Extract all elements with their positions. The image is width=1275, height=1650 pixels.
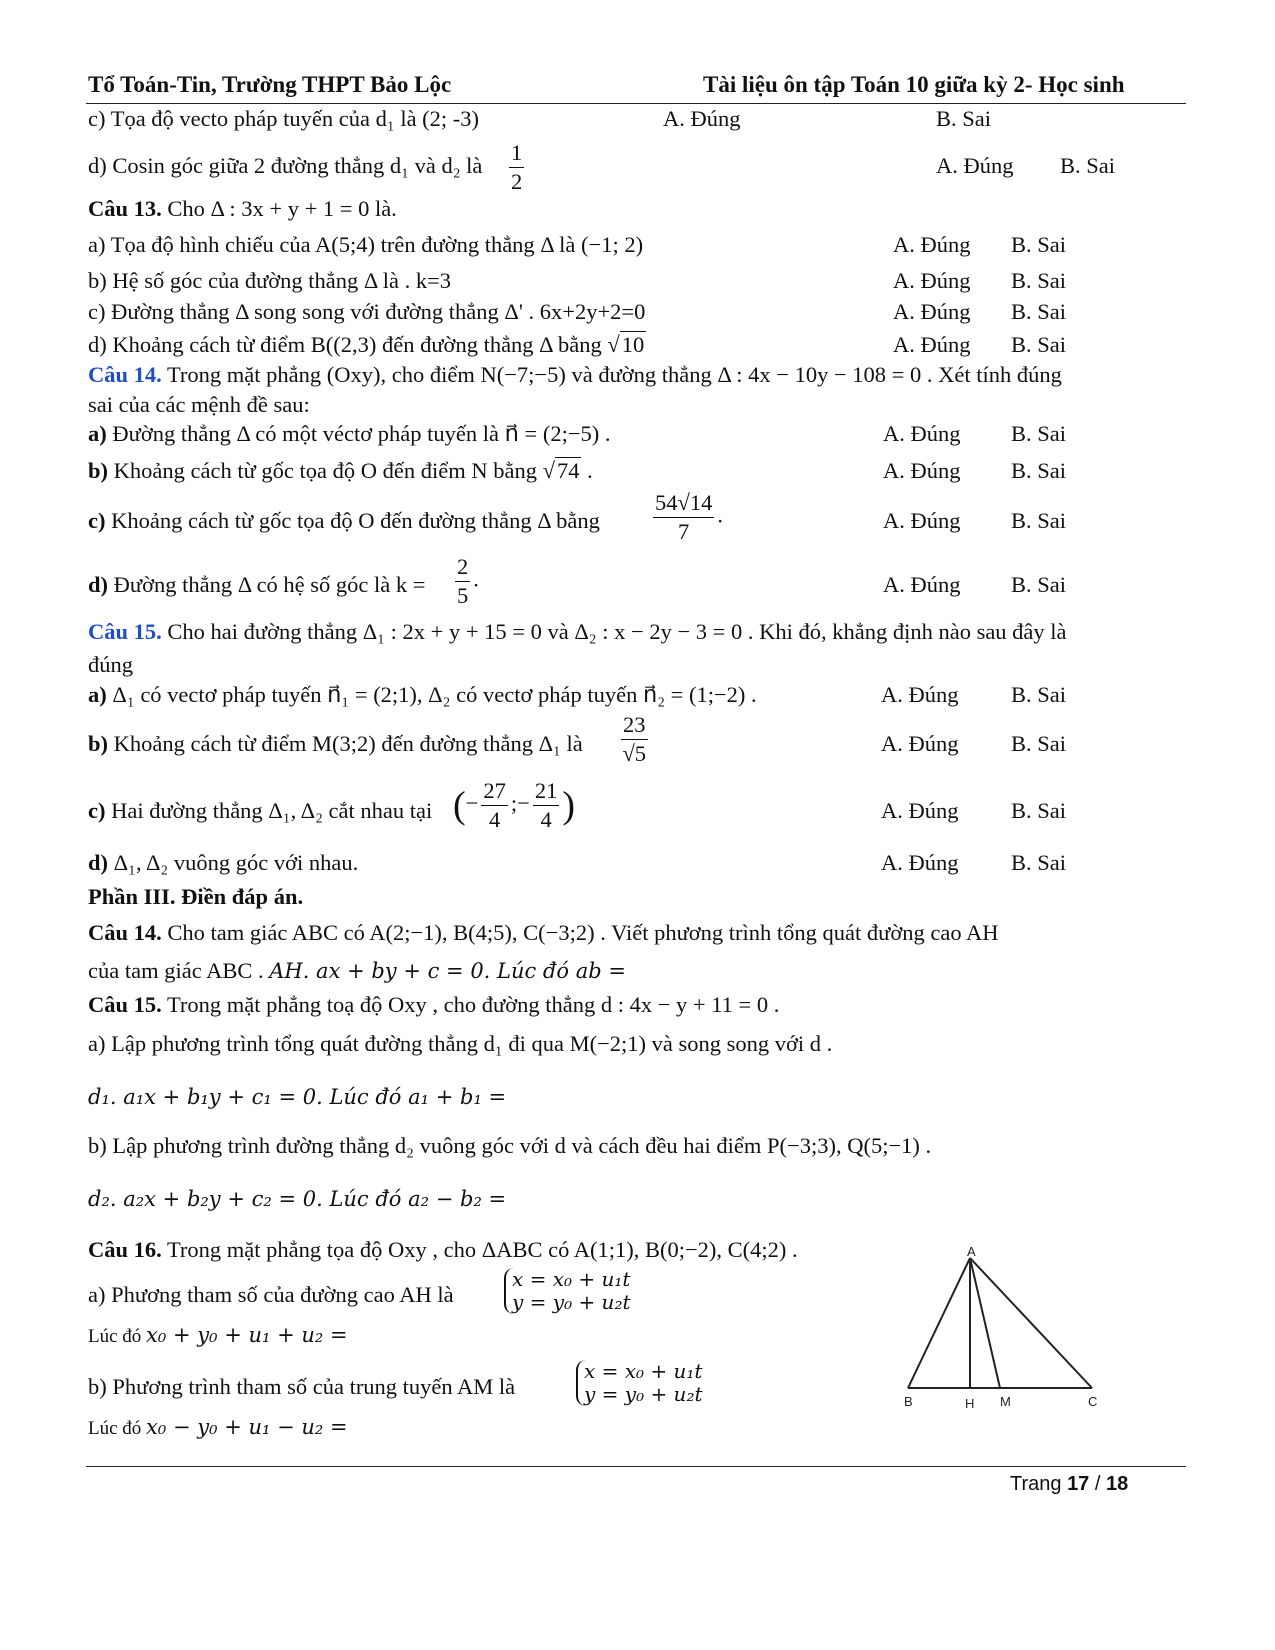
q15-b-fraction: $\frac{23}{√5}$ <box>622 712 647 766</box>
q12-c-text: c) Tọa độ vecto pháp tuyến của d₁ là (2; -3) <box>88 106 480 131</box>
q15-c-text: Hai đường thẳng Δ₁, Δ₂ cắt nhau tại <box>105 798 433 823</box>
q15-a-row <box>88 682 1184 712</box>
q14-d-true[interactable]: A. Đúng <box>883 572 961 597</box>
p3-q16-title: Câu 16. <box>88 1237 162 1262</box>
q14-stem1: Trong mặt phẳng (Oxy), cho điểm N(−7;−5) và đường thẳng Δ : 4x − 10y − 108 = 0 . Xét tính đúng <box>161 362 1062 387</box>
q14-a-true[interactable]: A. Đúng <box>883 421 961 446</box>
p3-q14-stem: Cho tam giác ABC có A(2;−1), B(4;5), C(−3;2) . Viết phương trình tổng quát đường cao AH <box>161 920 999 945</box>
q13-d-true[interactable]: A. Đúng <box>893 332 971 357</box>
q14-b-row: b) Khoảng cách từ gốc tọa độ O đến điểm N bằng √74 . A. Đúng B. Sai <box>88 458 1067 483</box>
q14-stem2: sai của các mệnh đề sau: <box>88 392 310 417</box>
q14-d-row <box>88 556 1184 614</box>
q12-d-true[interactable]: A. Đúng <box>936 153 1014 178</box>
q13-c-row <box>88 299 1184 329</box>
p3-q16-a-lucdo: Lúc đó <box>88 1326 147 1347</box>
p3-q16-a-eq: x₀ + y₀ + u₁ + u₂ = <box>146 1323 348 1347</box>
q13-c-false[interactable]: B. Sai <box>1011 299 1067 324</box>
p3-q14-row2 <box>88 958 1184 988</box>
part3-title: Phần III. Điền đáp án. <box>88 884 304 909</box>
page-sep: / <box>1089 1473 1106 1495</box>
q14-b-true[interactable]: A. Đúng <box>883 458 961 483</box>
q15-d-false[interactable]: B. Sai <box>1011 850 1067 875</box>
q13-a-false[interactable]: B. Sai <box>1011 232 1067 257</box>
page-prefix: Trang <box>1010 1473 1068 1495</box>
p3-q15-a-text: a) Lập phương trình tổng quát đường thẳng d₁ đi qua M(−2;1) và song song với d . <box>88 1031 833 1056</box>
p3-q16-a-text: a) Phương tham số của đường cao AH là <box>88 1282 454 1307</box>
p3-q16-b-lucdo: Lúc đó <box>88 1418 147 1439</box>
median-am <box>970 1258 1000 1388</box>
q15-stem1: Cho hai đường thẳng Δ₁ : 2x + y + 15 = 0 và Δ₂ : x − 2y − 3 = 0 . Khi đó, khẳng định nào sau đây là <box>161 619 1067 644</box>
q15-stem2: đúng <box>88 652 133 677</box>
q15-stem-row2 <box>88 652 1184 682</box>
side-ac <box>970 1258 1092 1388</box>
q13-d-row: d) Khoảng cách từ điểm B((2,3) đến đường thẳng Δ bằng √10 A. Đúng B. Sai <box>88 332 1067 357</box>
p3-q14-line2b: AH. ax + by + c = 0. Lúc đó ab = <box>269 959 626 983</box>
p3-q16-stem: Trong mặt phẳng tọa độ Oxy , cho ΔABC có A(1;1), B(0;−2), C(4;2) . <box>161 1237 798 1262</box>
q14-stem-row2 <box>88 392 1184 422</box>
q12-d-text: d) Cosin góc giữa 2 đường thẳng d₁ và d₂ là <box>88 153 483 178</box>
q14-a-row <box>88 421 1184 451</box>
p3-q16-b-eq: x₀ − y₀ + u₁ − u₂ = <box>146 1415 348 1439</box>
q15-title: Câu 15. <box>88 619 162 644</box>
q14-b-label: b) <box>88 458 109 483</box>
p3-q16-a-row <box>88 1268 848 1324</box>
q14-c-row <box>88 492 1184 550</box>
q12-d-row <box>88 142 1184 198</box>
q15-c-point: (− $\frac{27}{4}$ ;− $\frac{21}{4}$ ) <box>453 778 575 832</box>
q14-b-false[interactable]: B. Sai <box>1011 458 1067 483</box>
q14-c-false[interactable]: B. Sai <box>1011 508 1067 533</box>
q15-c-label: c) <box>88 798 106 823</box>
q13-c-text: c) Đường thẳng Δ song song với đường thẳng Δ' . 6x+2y+2=0 <box>88 299 646 324</box>
q13-b-text: b) Hệ số góc của đường thẳng Δ là . k=3 <box>88 268 452 293</box>
q15-a-true[interactable]: A. Đúng <box>881 682 959 707</box>
q12-c-true[interactable]: A. Đúng <box>663 106 741 131</box>
q15-c-row <box>88 780 1184 842</box>
q12-c-row <box>88 106 1184 136</box>
q14-c-text: Khoảng cách từ gốc tọa độ O đến đường thẳng Δ bằng <box>105 508 600 533</box>
q15-b-row <box>88 714 1184 774</box>
q15-d-text: Δ₁, Δ₂ vuông góc với nhau. <box>108 850 359 875</box>
p3-q15-title: Câu 15. <box>88 992 162 1017</box>
p3-q14-title: Câu 14. <box>88 920 162 945</box>
page-number <box>1010 1473 1128 1496</box>
triangle-figure <box>900 1240 1120 1410</box>
p3-q14-row1 <box>88 920 1184 950</box>
q14-c-label: c) <box>88 508 106 533</box>
header-left: Tổ Toán-Tin, Trường THPT Bảo Lộc <box>88 72 452 97</box>
p3-q15-b-row <box>88 1133 1184 1163</box>
label-a: A <box>967 1244 976 1259</box>
p3-q16-b-system: x = x₀ + u₁t y = y₀ + u₂t <box>570 1360 703 1406</box>
q15-c-true[interactable]: A. Đúng <box>881 798 959 823</box>
p3-q15-b-eq: d₂. a₂x + b₂y + c₂ = 0. Lúc đó a₂ − b₂ = <box>88 1187 507 1211</box>
q13-d-false[interactable]: B. Sai <box>1011 332 1067 357</box>
q14-d-label: d) <box>88 572 109 597</box>
q15-a-label: a) <box>88 682 107 707</box>
p3-q15-stem: Trong mặt phẳng toạ độ Oxy , cho đường thẳng d : 4x − y + 11 = 0 . <box>161 992 780 1017</box>
q12-c-false[interactable]: B. Sai <box>936 106 992 131</box>
p3-q15-a-eq-row <box>88 1085 1184 1115</box>
q15-a-false[interactable]: B. Sai <box>1011 682 1067 707</box>
header-divider <box>86 103 1186 104</box>
q13-d-text: d) Khoảng cách từ điểm B((2,3) đến đường thẳng Δ bằng <box>88 332 608 357</box>
q13-b-false[interactable]: B. Sai <box>1011 268 1067 293</box>
side-ab <box>908 1258 970 1388</box>
q13-a-true[interactable]: A. Đúng <box>893 232 971 257</box>
header-right: Tài liệu ôn tập Toán 10 giữa kỳ 2- Học sinh <box>703 72 1125 97</box>
p3-q16-b-row <box>88 1360 848 1416</box>
label-c: C <box>1088 1394 1098 1409</box>
p3-q15-a-row <box>88 1031 1184 1061</box>
p3-q16-b-text: b) Phương trình tham số của trung tuyến AM là <box>88 1374 516 1399</box>
q15-d-true[interactable]: A. Đúng <box>881 850 959 875</box>
q15-stem-row1 <box>88 619 1184 649</box>
label-h: H <box>965 1396 975 1410</box>
q14-d-false[interactable]: B. Sai <box>1011 572 1067 597</box>
q13-c-true[interactable]: A. Đúng <box>893 299 971 324</box>
p3-q16-a-system: x = x₀ + u₁t y = y₀ + u₂t <box>498 1268 631 1314</box>
q14-title: Câu 14. <box>88 362 162 387</box>
q15-c-false[interactable]: B. Sai <box>1011 798 1067 823</box>
q12-d-false[interactable]: B. Sai <box>1060 153 1116 178</box>
part3-heading-row <box>88 884 1184 914</box>
label-b: B <box>904 1394 913 1409</box>
q13-d-root: 10 <box>621 332 645 357</box>
footer-divider <box>86 1466 1186 1467</box>
q12-d-fraction: $\frac{1}{2}$ <box>511 140 523 194</box>
q15-d-row <box>88 850 1184 880</box>
q14-b-root: 74 <box>556 458 580 483</box>
label-m: M <box>1000 1394 1011 1409</box>
q13-b-row <box>88 268 1184 298</box>
q13-b-true[interactable]: A. Đúng <box>893 268 971 293</box>
q13-a-text: a) Tọa độ hình chiếu của A(5;4) trên đường thẳng Δ là (−1; 2) <box>88 232 644 257</box>
q15-d-label: d) <box>88 850 109 875</box>
q14-c-true[interactable]: A. Đúng <box>883 508 961 533</box>
p3-q15-a-eq: d₁. a₁x + b₁y + c₁ = 0. Lúc đó a₁ + b₁ = <box>88 1085 507 1109</box>
q14-b-end: . <box>581 458 593 483</box>
q13-stem-row <box>88 196 1184 226</box>
q13-a-row <box>88 232 1184 262</box>
page-current: 17 <box>1067 1473 1090 1495</box>
q14-b-text: Khoảng cách từ gốc tọa độ O đến điểm N bằng <box>108 458 543 483</box>
q14-a-false[interactable]: B. Sai <box>1011 421 1067 446</box>
q14-a-text: Đường thẳng Δ có một véctơ pháp tuyến là n⃗ = (2;−5) . <box>106 421 611 446</box>
p3-q15-b-text: b) Lập phương trình đường thẳng d₂ vuông góc với d và cách đều hai điểm P(−3;3), Q(5;−1) . <box>88 1133 932 1158</box>
q14-d-fraction: $\frac{2}{5}$ . <box>457 554 479 608</box>
p3-q15-b-eq-row <box>88 1187 1184 1217</box>
q14-stem-row1 <box>88 362 1184 392</box>
q14-a-label: a) <box>88 421 107 446</box>
p3-q14-line2a: của tam giác ABC . <box>88 958 270 983</box>
q15-b-true[interactable]: A. Đúng <box>881 731 959 756</box>
q15-b-text: Khoảng cách từ điểm M(3;2) đến đường thẳng Δ₁ là <box>108 731 583 756</box>
page-total: 18 <box>1105 1473 1129 1495</box>
q13-stem: Cho Δ : 3x + y + 1 = 0 là. <box>161 196 397 221</box>
q15-b-false[interactable]: B. Sai <box>1011 731 1067 756</box>
q14-c-fraction: $\frac{54√14}{7}$ . <box>655 490 723 544</box>
q13-title: Câu 13. <box>88 196 162 221</box>
p3-q16-b-eq-row <box>88 1414 1184 1444</box>
q15-a-text: Δ₁ có vectơ pháp tuyến n⃗₁ = (2;1), Δ₂ có vectơ pháp tuyến n⃗₂ = (1;−2) . <box>106 682 757 707</box>
q14-d-text: Đường thẳng Δ có hệ số góc là k = <box>108 572 426 597</box>
p3-q15-row1 <box>88 992 1184 1022</box>
q15-b-label: b) <box>88 731 109 756</box>
